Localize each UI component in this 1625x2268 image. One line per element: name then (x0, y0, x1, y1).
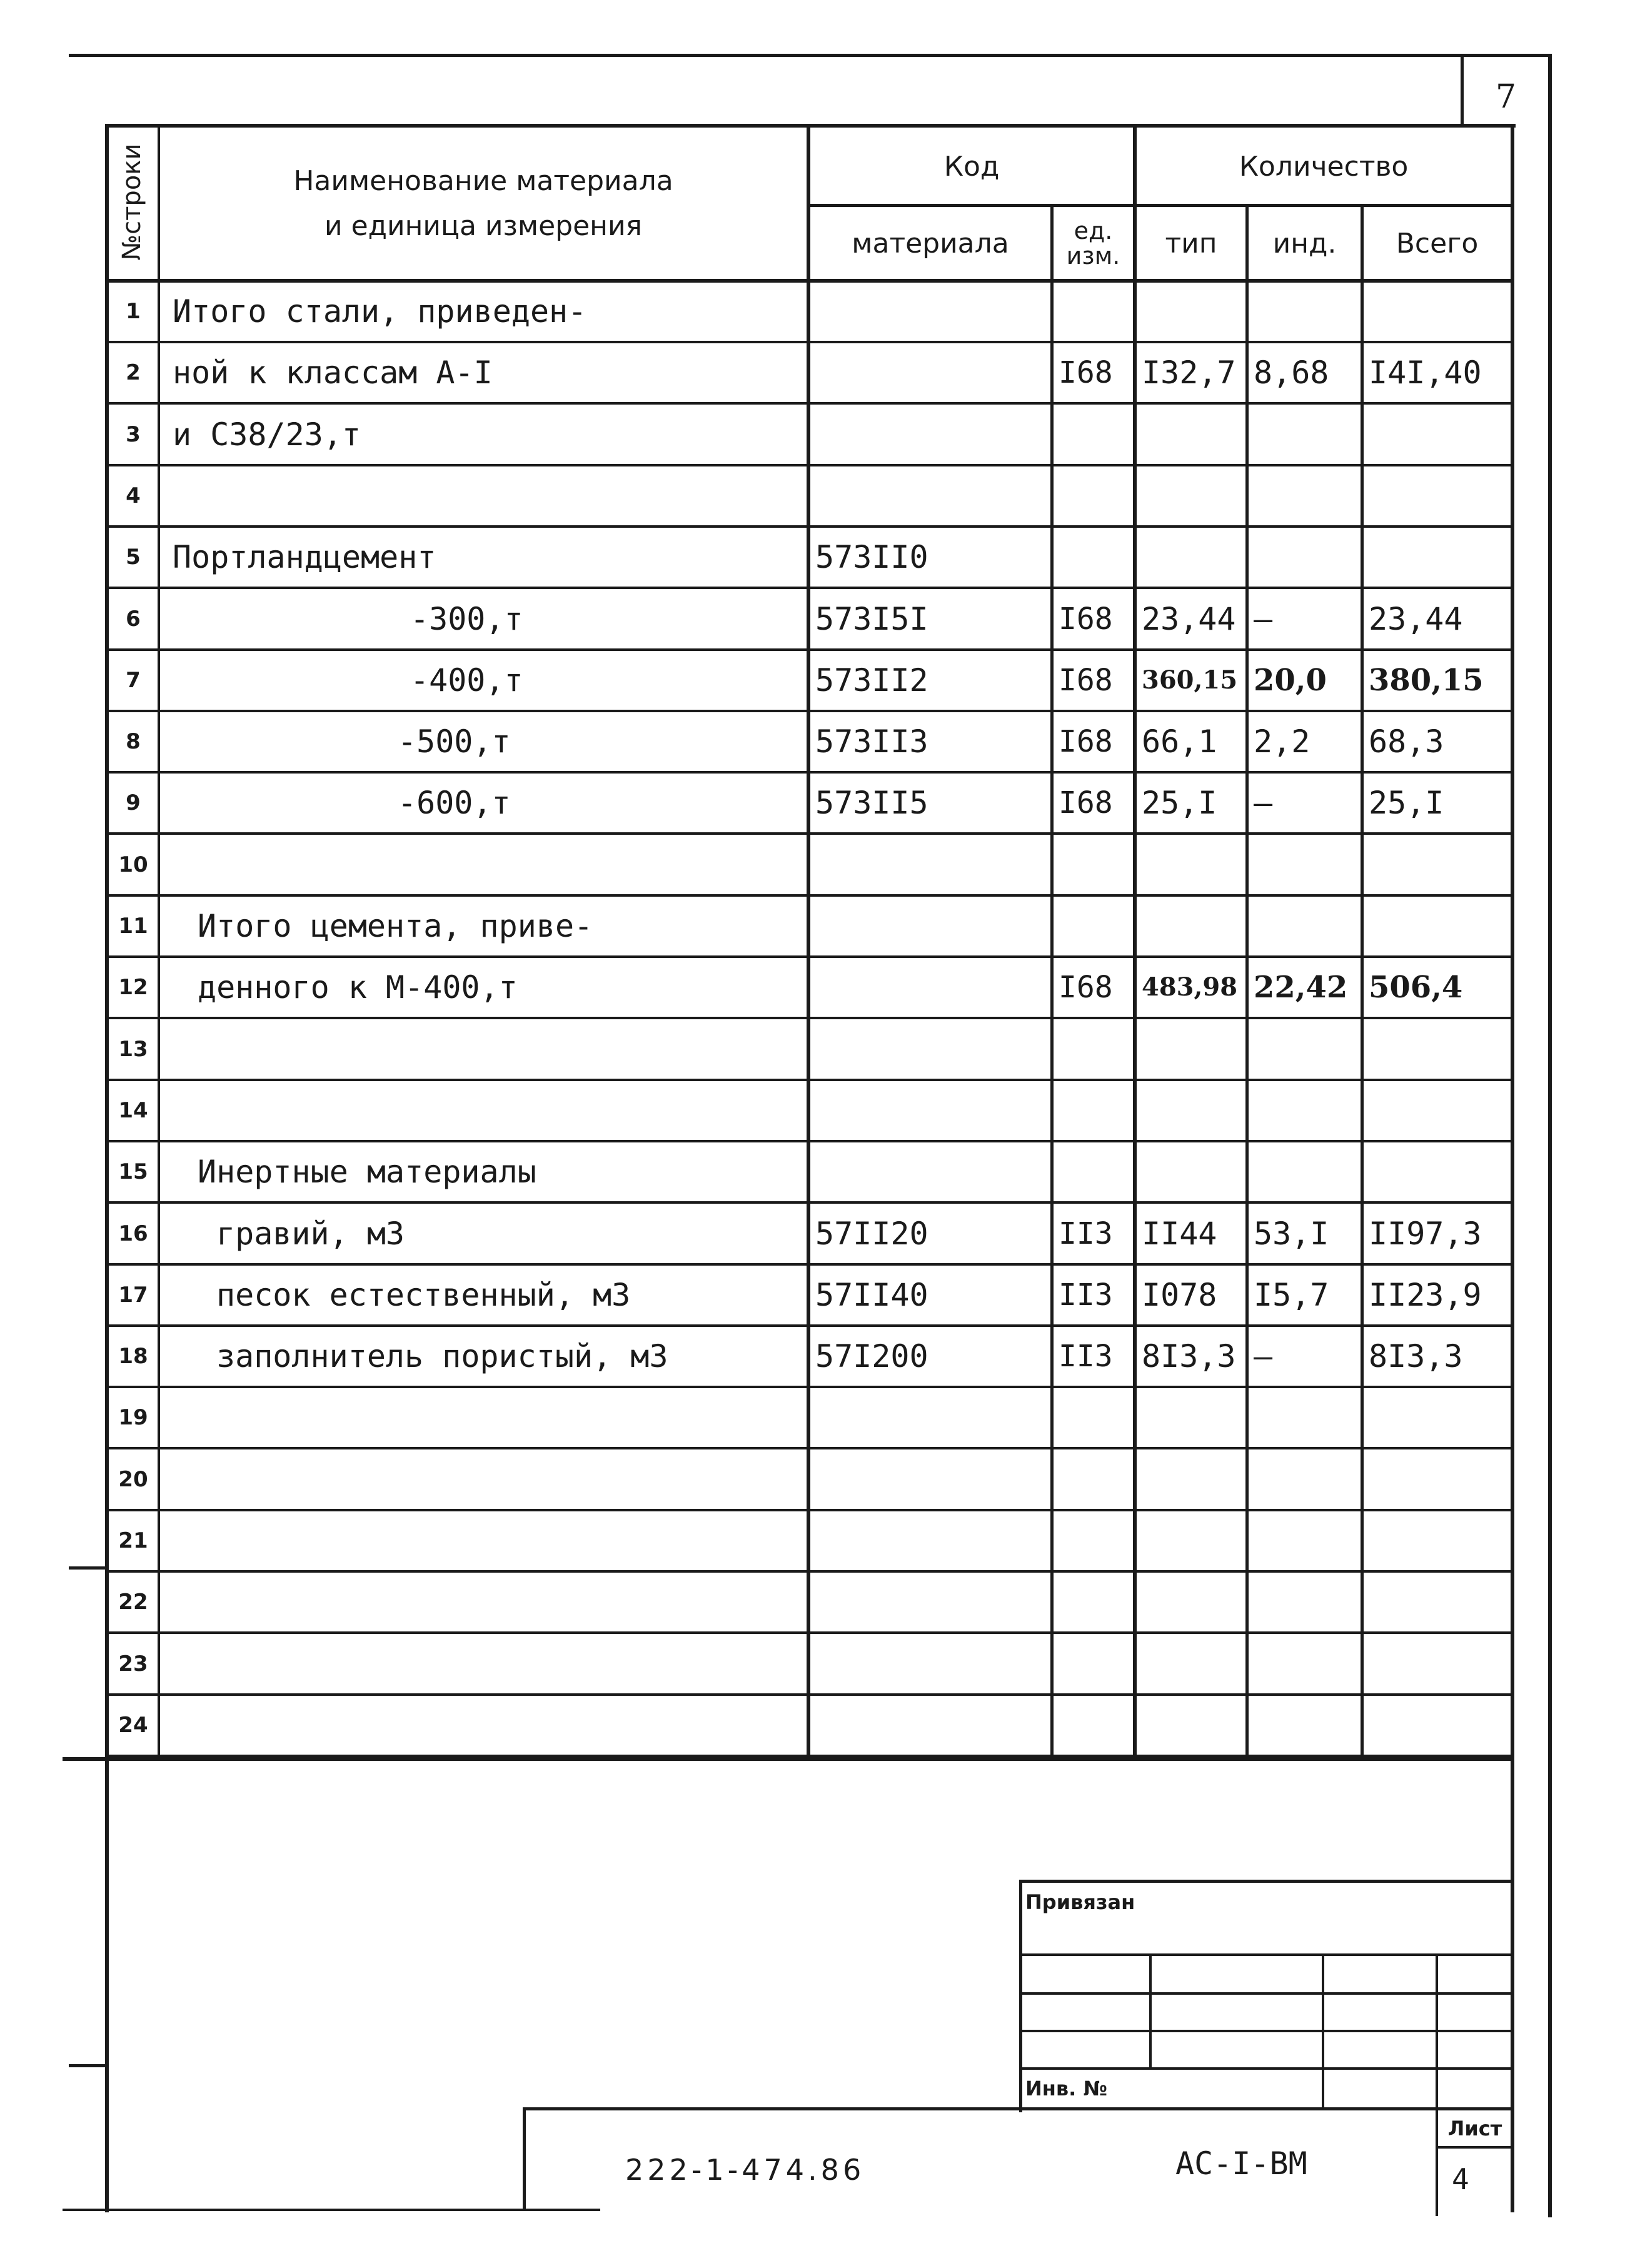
material-name: заполнитель пористый, м3 (216, 1338, 668, 1374)
unit-header-line2: изм. (1066, 242, 1120, 270)
material-code (810, 343, 1050, 402)
qty-type (1137, 281, 1245, 341)
material-code: 573II2 (815, 662, 928, 698)
material-name: -600,т (398, 784, 511, 821)
qty-total: 380,15 (1369, 662, 1484, 698)
unit-code: I68 (1059, 969, 1113, 1005)
row-number: 17 (118, 1282, 148, 1308)
qty-type (1137, 1142, 1245, 1201)
unit-code (1054, 1019, 1133, 1079)
unit-code (1054, 527, 1133, 587)
top-frame-line (69, 54, 1552, 57)
material-code: 57II20 (815, 1215, 928, 1252)
material-code: 573I5I (815, 600, 928, 637)
material-name (160, 1388, 807, 1447)
row-number: 23 (118, 1651, 148, 1676)
title-block-left (523, 2107, 526, 2211)
qty-total (1364, 1142, 1511, 1201)
qty-total (1364, 835, 1511, 894)
row-number: 8 (126, 728, 141, 754)
unit-code (1054, 1142, 1133, 1201)
material-code (810, 1634, 1050, 1693)
qty-total: 25,I (1369, 784, 1444, 821)
qty-type: I32,7 (1142, 354, 1236, 391)
material-name: -500,т (398, 723, 511, 760)
material-name: Портландцемент (173, 538, 436, 575)
row-number: 13 (118, 1036, 148, 1062)
material-code (810, 896, 1050, 955)
qty-total (1364, 1511, 1511, 1570)
qty-total (1364, 405, 1511, 464)
material-name: денного к М-400,т (198, 969, 518, 1005)
qty-ind: – (1254, 1338, 1273, 1374)
unit-code (1054, 1081, 1133, 1140)
material-code: 573II0 (815, 538, 928, 575)
row-number: 22 (118, 1589, 148, 1615)
qty-ind (1249, 835, 1361, 894)
material-code (810, 1511, 1050, 1570)
material-code (810, 1019, 1050, 1079)
material-name: Итого цемента, приве- (198, 907, 593, 944)
qty-total (1364, 1634, 1511, 1693)
inv-no-label: Инв. № (1025, 2077, 1107, 2100)
qty-ind (1249, 1572, 1361, 1631)
qty-ind (1249, 896, 1361, 955)
qty-type (1137, 1449, 1245, 1509)
qty-total (1364, 1695, 1511, 1755)
frame-right (1511, 124, 1514, 2212)
row-number: 14 (118, 1097, 148, 1123)
unit-code (1054, 1449, 1133, 1509)
qty-type (1137, 405, 1245, 464)
row-number: 6 (126, 606, 141, 632)
unit-code: I68 (1059, 723, 1113, 759)
unit-code (1054, 1572, 1133, 1631)
left-margin-tick-2 (69, 2064, 109, 2067)
qty-type: 23,44 (1142, 600, 1236, 637)
row-number: 1 (126, 298, 141, 324)
privyazan-label: Привязан (1025, 1890, 1135, 1914)
sheet-label: Лист (1447, 2117, 1502, 2140)
material-name (160, 835, 807, 894)
qty-ind (1249, 1081, 1361, 1140)
qty-type: I078 (1142, 1276, 1217, 1313)
qty-ind (1249, 466, 1361, 525)
qty-ind (1249, 1695, 1361, 1755)
name-header (160, 128, 807, 280)
stamp-row-2 (1019, 1992, 1514, 1995)
qty-ind: 2,2 (1254, 723, 1311, 760)
row-number: 9 (126, 790, 141, 815)
qty-total (1364, 1388, 1511, 1447)
material-code (810, 1695, 1050, 1755)
qty-ind: 20,0 (1254, 662, 1327, 698)
row-number: 7 (126, 667, 141, 693)
qty-total (1364, 896, 1511, 955)
unit-code (1054, 1388, 1133, 1447)
material-code (810, 1081, 1050, 1140)
row-number: 21 (118, 1528, 148, 1553)
title-block-top (523, 2107, 1514, 2110)
material-code: 57I200 (815, 1338, 928, 1374)
qty-ind (1249, 1019, 1361, 1079)
material-code (810, 405, 1050, 464)
material-name (160, 1019, 807, 1079)
qty-type (1137, 527, 1245, 587)
material-code (810, 466, 1050, 525)
qty-ind (1249, 281, 1361, 341)
qty-ind (1249, 527, 1361, 587)
qty-ind (1249, 405, 1361, 464)
unit-code (1054, 1695, 1133, 1755)
material-name (160, 1572, 807, 1631)
unit-code: II3 (1059, 1338, 1113, 1374)
material-name: -400,т (410, 662, 523, 698)
qty-total (1364, 281, 1511, 341)
qty-type (1137, 1511, 1245, 1570)
frame-bottom-line (63, 2209, 600, 2211)
qty-ind: 53,I (1254, 1215, 1329, 1252)
material-code (810, 1388, 1050, 1447)
document-number: 222-1-474.86 (625, 2153, 865, 2187)
material-name: гравий, м3 (216, 1215, 405, 1252)
unit-code: II3 (1059, 1277, 1113, 1313)
qty-type (1137, 896, 1245, 955)
unit-header-line1: ед. (1074, 217, 1113, 244)
qty-type: 360,15 (1142, 665, 1238, 695)
qty-type: II44 (1142, 1215, 1217, 1252)
qty-type (1137, 1081, 1245, 1140)
qty-group-header: Количество (1239, 150, 1409, 183)
material-name (160, 1634, 807, 1693)
frame-bottom-left (63, 1757, 1514, 1761)
material-name (160, 1511, 807, 1570)
qty-total: 506,4 (1369, 969, 1463, 1005)
row-number: 12 (118, 974, 148, 1000)
qty-ind (1249, 1142, 1361, 1201)
material-name: Инертные материалы (198, 1153, 536, 1190)
material-code (810, 835, 1050, 894)
qty-total (1364, 1019, 1511, 1079)
qty-ind (1249, 1449, 1361, 1509)
stamp-box-left (1019, 1880, 1022, 2112)
qty-total: II23,9 (1369, 1276, 1482, 1313)
stamp-col-1 (1149, 1953, 1152, 2069)
row-number: 3 (126, 421, 141, 447)
row-number: 24 (118, 1712, 148, 1738)
stamp-col-2 (1322, 1953, 1324, 2110)
qty-total: II97,3 (1369, 1215, 1482, 1252)
unit-code: I68 (1059, 785, 1113, 820)
unit-code (1054, 896, 1133, 955)
row-number-header: №строки (118, 143, 146, 261)
material-name (160, 1695, 807, 1755)
row-number: 19 (118, 1404, 148, 1430)
row-number: 5 (126, 544, 141, 570)
unit-header (1054, 207, 1133, 280)
left-margin-line (105, 1557, 108, 1592)
qty-ind: – (1254, 600, 1273, 637)
qty-type (1137, 835, 1245, 894)
qty-total (1364, 1572, 1511, 1631)
row-number: 16 (118, 1221, 148, 1246)
left-margin-tick-1 (69, 1566, 109, 1570)
material-code (810, 957, 1050, 1017)
unit-code: I68 (1059, 355, 1113, 390)
row-number: 11 (118, 913, 148, 939)
qty-total (1364, 527, 1511, 587)
material-name (160, 1449, 807, 1509)
material-code-header: материала (852, 227, 1009, 260)
qty-type: 25,I (1142, 784, 1217, 821)
qty-type: 8I3,3 (1142, 1338, 1236, 1374)
row-number: 20 (118, 1466, 148, 1492)
name-header-line2: и единица измерения (324, 210, 643, 242)
row-number: 18 (118, 1343, 148, 1369)
page-number-box-right (1548, 54, 1552, 2217)
qty-type (1137, 1695, 1245, 1755)
qty-total: 68,3 (1369, 723, 1444, 760)
unit-code (1054, 1634, 1133, 1693)
qty-ind: 22,42 (1254, 969, 1348, 1005)
qty-type (1137, 1388, 1245, 1447)
unit-code (1054, 405, 1133, 464)
total-header: Всего (1396, 227, 1479, 260)
sheet-label-line (1436, 2146, 1514, 2149)
material-code (810, 281, 1050, 341)
qty-total: I4I,40 (1369, 354, 1482, 391)
material-name: Итого стали, приведен- (173, 293, 587, 330)
qty-ind (1249, 1388, 1361, 1447)
qty-ind (1249, 1634, 1361, 1693)
unit-code (1054, 466, 1133, 525)
material-name: -300,т (410, 600, 523, 637)
row-number: 15 (118, 1159, 148, 1184)
material-name (160, 466, 807, 525)
sheet-value: 4 (1452, 2162, 1469, 2196)
material-code (810, 1142, 1050, 1201)
qty-ind: – (1254, 784, 1273, 821)
page-number: 7 (1495, 78, 1517, 116)
material-code: 573II5 (815, 784, 928, 821)
material-code: 57II40 (815, 1276, 928, 1313)
code-group-header: Код (943, 150, 1000, 183)
qty-total (1364, 1449, 1511, 1509)
qty-total: 23,44 (1369, 600, 1463, 637)
material-code (810, 1449, 1050, 1509)
row-number: 4 (126, 483, 141, 508)
qty-total (1364, 466, 1511, 525)
unit-code: I68 (1059, 662, 1113, 698)
unit-code: I68 (1059, 601, 1113, 637)
material-code (810, 1572, 1050, 1631)
row-number: 10 (118, 852, 148, 877)
unit-code (1054, 281, 1133, 341)
unit-code (1054, 1511, 1133, 1570)
qty-type (1137, 1019, 1245, 1079)
qty-type: 483,98 (1142, 972, 1238, 1002)
type-header: тип (1165, 227, 1217, 260)
unit-code (1054, 835, 1133, 894)
qty-type (1137, 1634, 1245, 1693)
material-code: 573II3 (815, 723, 928, 760)
material-name: песок естественный, м3 (216, 1276, 631, 1313)
qty-type (1137, 1572, 1245, 1631)
material-name: и С38/23,т (173, 416, 361, 453)
qty-total (1364, 1081, 1511, 1140)
qty-type: 66,1 (1142, 723, 1217, 760)
document-code: АС-I-ВМ (1175, 2145, 1307, 2182)
row-number: 2 (126, 360, 141, 385)
name-header-line1: Наименование материала (293, 165, 673, 197)
stamp-row-1 (1019, 1953, 1514, 1956)
qty-total: 8I3,3 (1369, 1338, 1463, 1374)
qty-ind: I5,7 (1254, 1276, 1329, 1313)
qty-type (1137, 466, 1245, 525)
stamp-box-top (1019, 1880, 1514, 1883)
unit-code: II3 (1059, 1216, 1113, 1251)
material-name (160, 1081, 807, 1140)
material-name: ной к классам А-I (173, 354, 493, 391)
qty-ind: 8,68 (1254, 354, 1329, 391)
stamp-row-3 (1019, 2030, 1514, 2032)
ind-header: инд. (1272, 227, 1337, 260)
qty-ind (1249, 1511, 1361, 1570)
